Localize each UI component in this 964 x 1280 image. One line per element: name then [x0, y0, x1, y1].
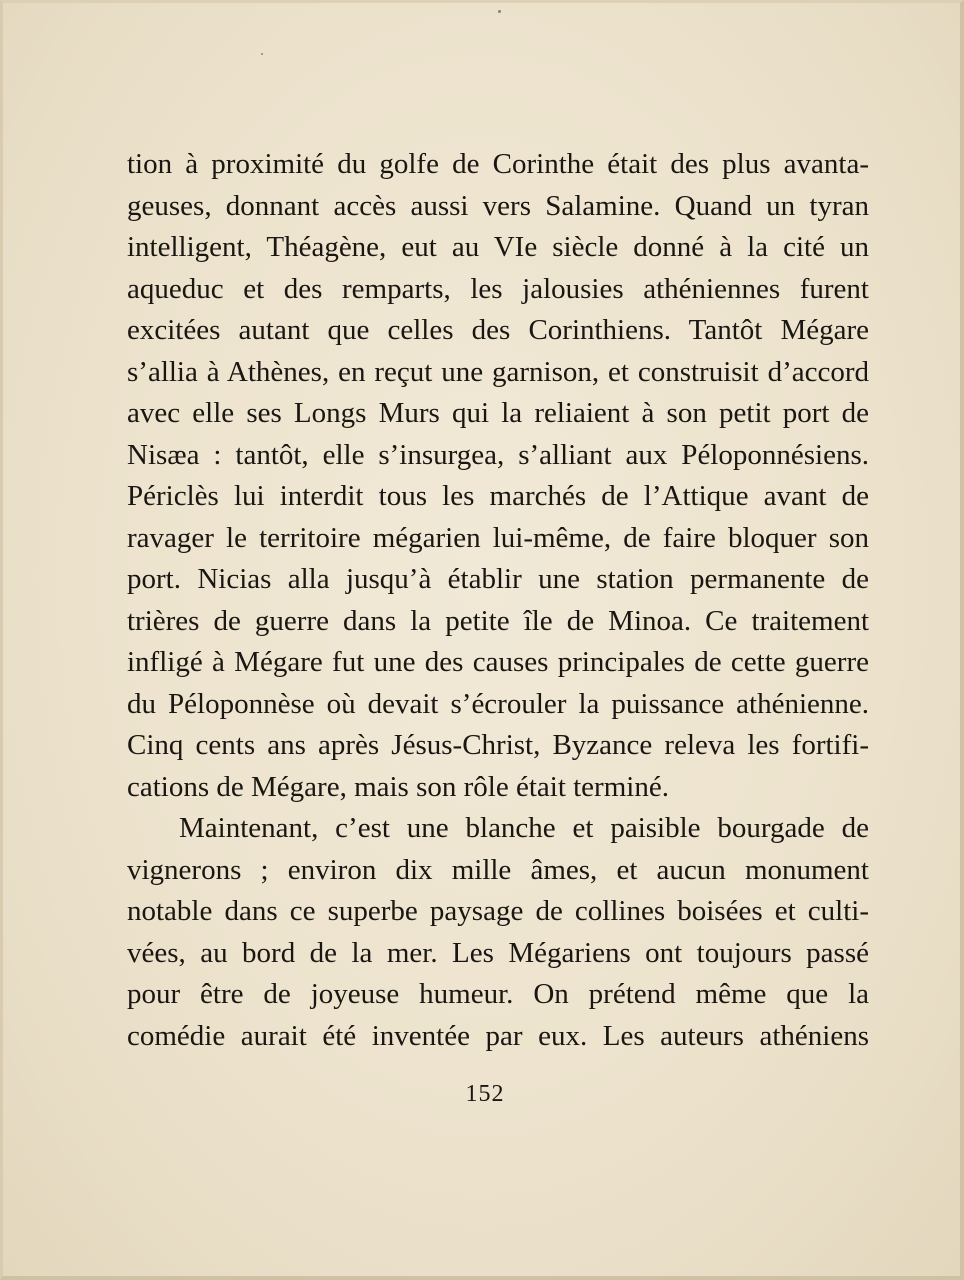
text-line: Nisæa : tantôt, elle s’insurgea, s’alliant aux Péloponnésiens.	[127, 438, 869, 471]
body-text	[127, 144, 869, 1057]
text-line: pour être de joyeuse humeur. On prétend même que la	[127, 978, 869, 1010]
text-line: cations de Mégare, mais son rôle était terminé.	[127, 770, 669, 803]
text-line: ravager le territoire mégarien lui-même, de faire bloquer son	[127, 521, 869, 554]
text-line: Périclès lui interdit tous les marchés de l’Attique avant de	[127, 480, 869, 512]
text-line: infligé à Mégare fut une des causes principales de cette guerre	[127, 646, 869, 678]
page-number: 152	[465, 1081, 505, 1107]
text-line: Maintenant, c’est une blanche et paisible bourgade de	[179, 812, 869, 844]
text-line: aqueduc et des remparts, les jalousies athéniennes furent	[127, 272, 869, 305]
text-line: trières de guerre dans la petite île de Minoa. Ce traitement	[127, 604, 869, 637]
text-line: s’allia à Athènes, en reçut une garnison, et construisit d’accord	[127, 355, 869, 388]
text-line: notable dans ce superbe paysage de collines boisées et culti-	[127, 895, 869, 927]
text-line: comédie aurait été inventée par eux. Les auteurs athéniens	[127, 1019, 869, 1052]
text-line: excitées autant que celles des Corinthiens. Tantôt Mégare	[127, 314, 869, 346]
text-line: intelligent, Théagène, eut au VIe siècle donné à la cité un	[127, 231, 869, 263]
text-line: Cinq cents ans après Jésus-Christ, Byzance releva les fortifi-	[127, 729, 869, 761]
paragraph-2	[127, 808, 869, 1057]
text-line: port. Nicias alla jusqu’à établir une station permanente de	[127, 563, 869, 595]
paragraph-1	[127, 144, 869, 808]
text-line: geuses, donnant accès aussi vers Salamine. Quand un tyran	[127, 189, 869, 222]
text-line: vées, au bord de la mer. Les Mégariens ont toujours passé	[127, 936, 869, 969]
text-line: du Péloponnèse où devait s’écrouler la puissance athénienne.	[127, 687, 869, 720]
paper-speck	[498, 10, 501, 13]
text-line: avec elle ses Longs Murs qui la reliaient à son petit port de	[127, 397, 869, 429]
paper-speck	[261, 53, 263, 55]
text-line: tion à proximité du golfe de Corinthe était des plus avanta-	[127, 148, 869, 180]
text-line: vignerons ; environ dix mille âmes, et aucun monument	[127, 853, 869, 886]
